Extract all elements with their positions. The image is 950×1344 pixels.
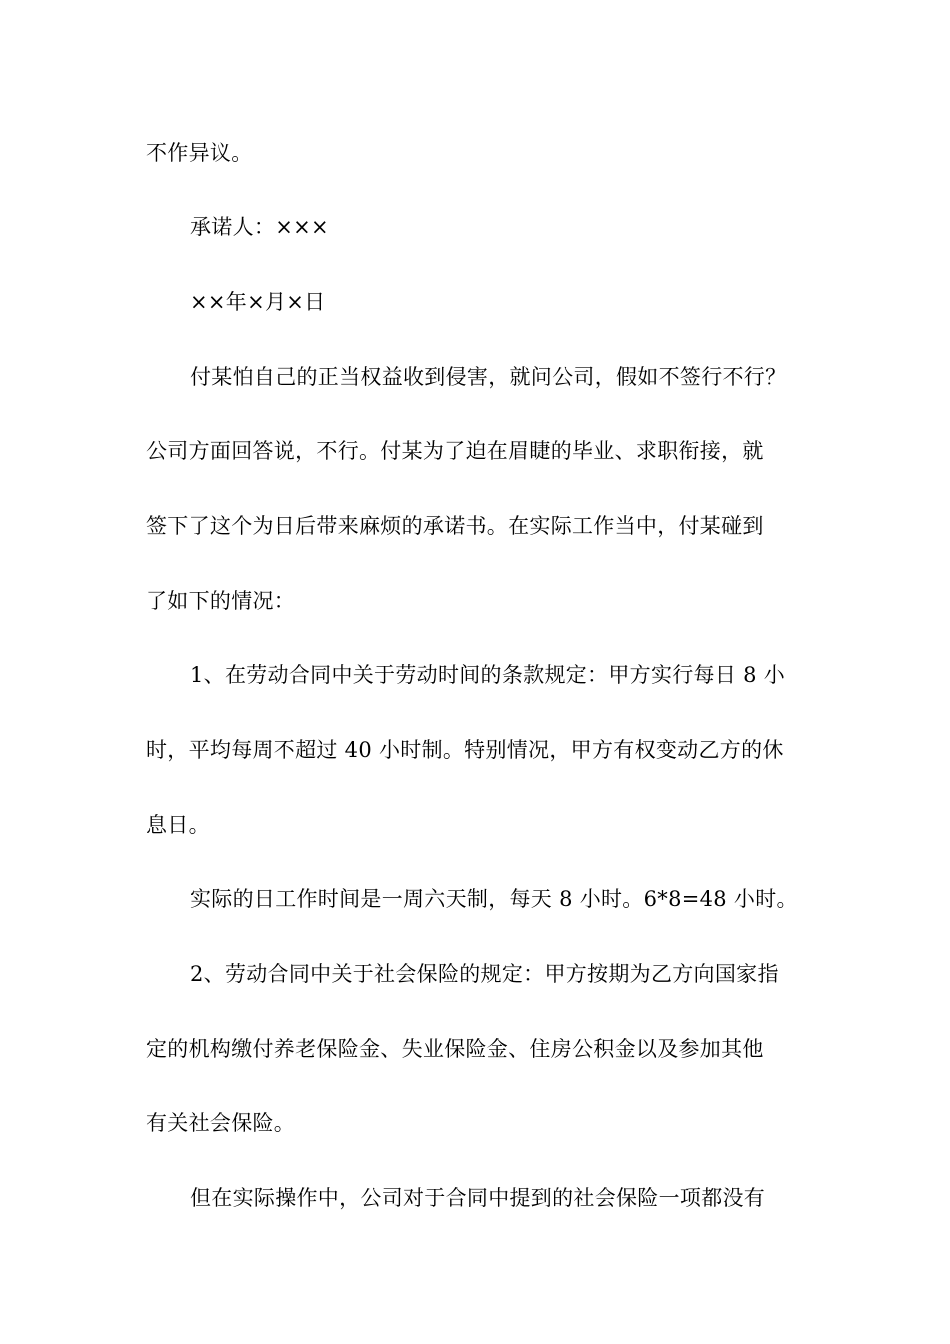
text-line-5: 公司方面回答说，不行。付某为了迫在眉睫的毕业、求职衔接，就 (146, 439, 764, 463)
text-line-12: 2、劳动合同中关于社会保险的规定：甲方按期为乙方向国家指 (190, 962, 779, 986)
text-line-date: ××年×月×日 (190, 290, 326, 314)
text-line-1: 不作异议。 (146, 141, 253, 165)
text-line-10: 息日。 (146, 813, 210, 837)
text-line-9: 时，平均每周不超过 40 小时制。特别情况，甲方有权变动乙方的休 (146, 738, 784, 762)
text-line-8: 1、在劳动合同中关于劳动时间的条款规定：甲方实行每日 8 小 (190, 663, 786, 687)
text-line-4: 付某怕自己的正当权益收到侵害，就问公司，假如不签行不行？ (190, 365, 787, 389)
text-line-11: 实际的日工作时间是一周六天制，每天 8 小时。6*8=48 小时。 (190, 887, 798, 911)
text-line-15: 但在实际操作中，公司对于合同中提到的社会保险一项都没有 (190, 1186, 766, 1210)
text-line-14: 有关社会保险。 (146, 1111, 296, 1135)
text-line-6: 签下了这个为日后带来麻烦的承诺书。在实际工作当中，付某碰到 (146, 514, 764, 538)
text-line-7: 了如下的情况： (146, 589, 296, 613)
text-line-13: 定的机构缴付养老保险金、失业保险金、住房公积金以及参加其他 (146, 1037, 764, 1061)
text-line-signer: 承诺人：××× (190, 215, 329, 239)
